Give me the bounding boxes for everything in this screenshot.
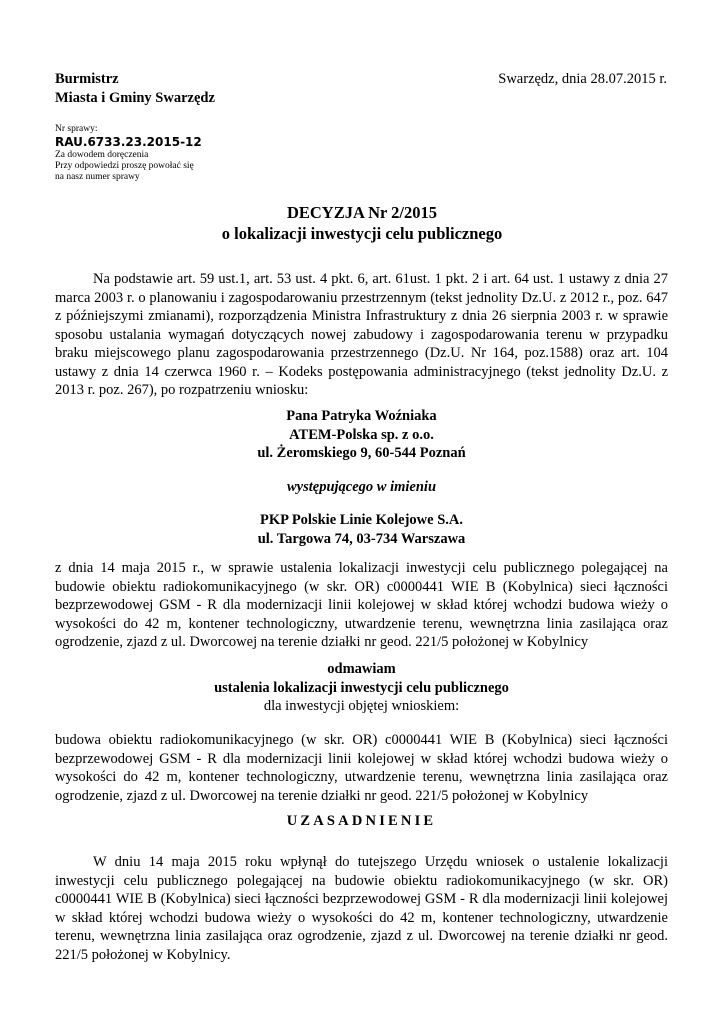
- decision-title: [0, 202, 724, 244]
- case-number: RAU.6733.23.2015-12: [55, 135, 202, 149]
- justification-heading: UZASADNIENIE: [286, 813, 437, 829]
- case-note3: na nasz numer sprawy: [55, 172, 140, 182]
- investment-paragraph: budowa obiektu radiokomunikacyjnego (w skr. OR) c0000441 WIE B (Kobylnica) sieci łączności bezprzewodowej GSM - R dla modernizacji linii kolejowej w skład której wchodzi budowa wieży o wysokości do 42 m, kontener technologiczny, utwardzenie terenu, wewnętrzna linia zasilająca oraz ogrodzenie, zjazd z ul. Dworcowej na terenie działki nr geod. 221/5 położonej w Kobylnicy: [55, 732, 668, 804]
- decision-scope: dla inwestycji objętej wnioskiem:: [263, 698, 460, 714]
- applicant-name: Pana Patryka Woźniaka: [286, 408, 437, 424]
- justification-paragraph: W dniu 14 maja 2015 roku wpłynął do tutejszego Urzędu wniosek o ustalenie lokalizacji inwestycji celu publicznego polegającej na budowie obiektu radiokomunikacyjnego (w skr. OR) c0000441 WIE B (Kobylnica) sieci łączności bezprzewodowej GSM - R dla modernizacji linii kolejowej w skład której wchodzi budowa wieży o wysokości do 42 m, kontener technologiczny, utwardzenie terenu, wewnętrzna linia zasilająca oraz ogrodzenie, zjazd z ul. Dworcowej na terenie działki nr geod. 221/5 położonej w Kobylnicy.: [55, 854, 668, 963]
- principal-name: PKP Polskie Linie Kolejowe S.A.: [260, 512, 463, 528]
- case-label: Nr sprawy:: [55, 124, 98, 134]
- applicant-address: ul. Żeromskiego 9, 60-544 Poznań: [257, 445, 466, 461]
- on-behalf: występującego w imieniu: [286, 479, 437, 495]
- decision-verb: odmawiam: [327, 661, 396, 677]
- decision-object: ustalenia lokalizacji inwestycji celu publicznego: [214, 679, 509, 696]
- legal-basis-paragraph: Na podstawie art. 59 ust.1, art. 53 ust. 4 pkt. 6, art. 61ust. 1 pkt. 2 i art. 64 ust. 1 ustawy z dnia 27 marca 2003 r. o planowaniu i zagospodarowaniu przestrzennym (tekst jednolity Dz.U. z 2012 r., poz. 647 z późniejszymi zmianami), rozporządzenia Ministra Infrastruktury z dnia 26 sierpnia 2003 r. w sprawie sposobu ustalania wymagań dotyczących nowej zabudowy i zagospodarowania terenu w przypadku braku miejscowego planu zagospodarowania przestrzennego (Dz.U. Nr 164, poz.1588) oraz art. 104 ustawy z dnia 14 czerwca 1960 r. – Kodeks postępowania administracyjnego (tekst jednolity Dz.U. z 2013 r. poz. 267), po rozpatrzeniu wniosku:: [55, 271, 668, 398]
- request-paragraph: z dnia 14 maja 2015 r., w sprawie ustalenia lokalizacji inwestycji celu publicznego polegającej na budowie obiektu radiokomunikacyjnego (w skr. OR) c0000441 WIE B (Kobylnica) sieci łączności bezprzewodowej GSM - R dla modernizacji linii kolejowej w skład której wchodzi budowa wieży o wysokości do 42 m, kontener technologiczny, utwardzenie terenu, wewnętrzna linia zasilająca oraz ogrodzenie, zjazd z ul. Dworcowej na terenie działki nr geod. 221/5 położonej w Kobylnicy: [55, 560, 668, 650]
- case-note1: Za dowodem doręczenia: [55, 150, 149, 160]
- decision-block: [55, 660, 668, 716]
- applicant-block: [55, 407, 668, 463]
- principal-address: ul. Targowa 74, 03-734 Warszawa: [257, 530, 466, 547]
- place-date: Swarzędz, dnia 28.07.2015 r.: [498, 71, 667, 87]
- issuer-line2: Miasta i Gminy Swarzędz: [55, 90, 215, 106]
- principal-block: [55, 511, 668, 548]
- case-reference: [55, 124, 202, 183]
- applicant-company: ATEM-Polska sp. z o.o.: [289, 426, 434, 443]
- issuer-line1: Burmistrz: [55, 71, 119, 87]
- title-line1: DECYZJA Nr 2/2015: [286, 203, 438, 222]
- issuer: [55, 70, 215, 108]
- title-line2: o lokalizacji inwestycji celu publicznego: [221, 224, 503, 243]
- case-note2: Przy odpowiedzi proszę powołać się: [55, 161, 194, 171]
